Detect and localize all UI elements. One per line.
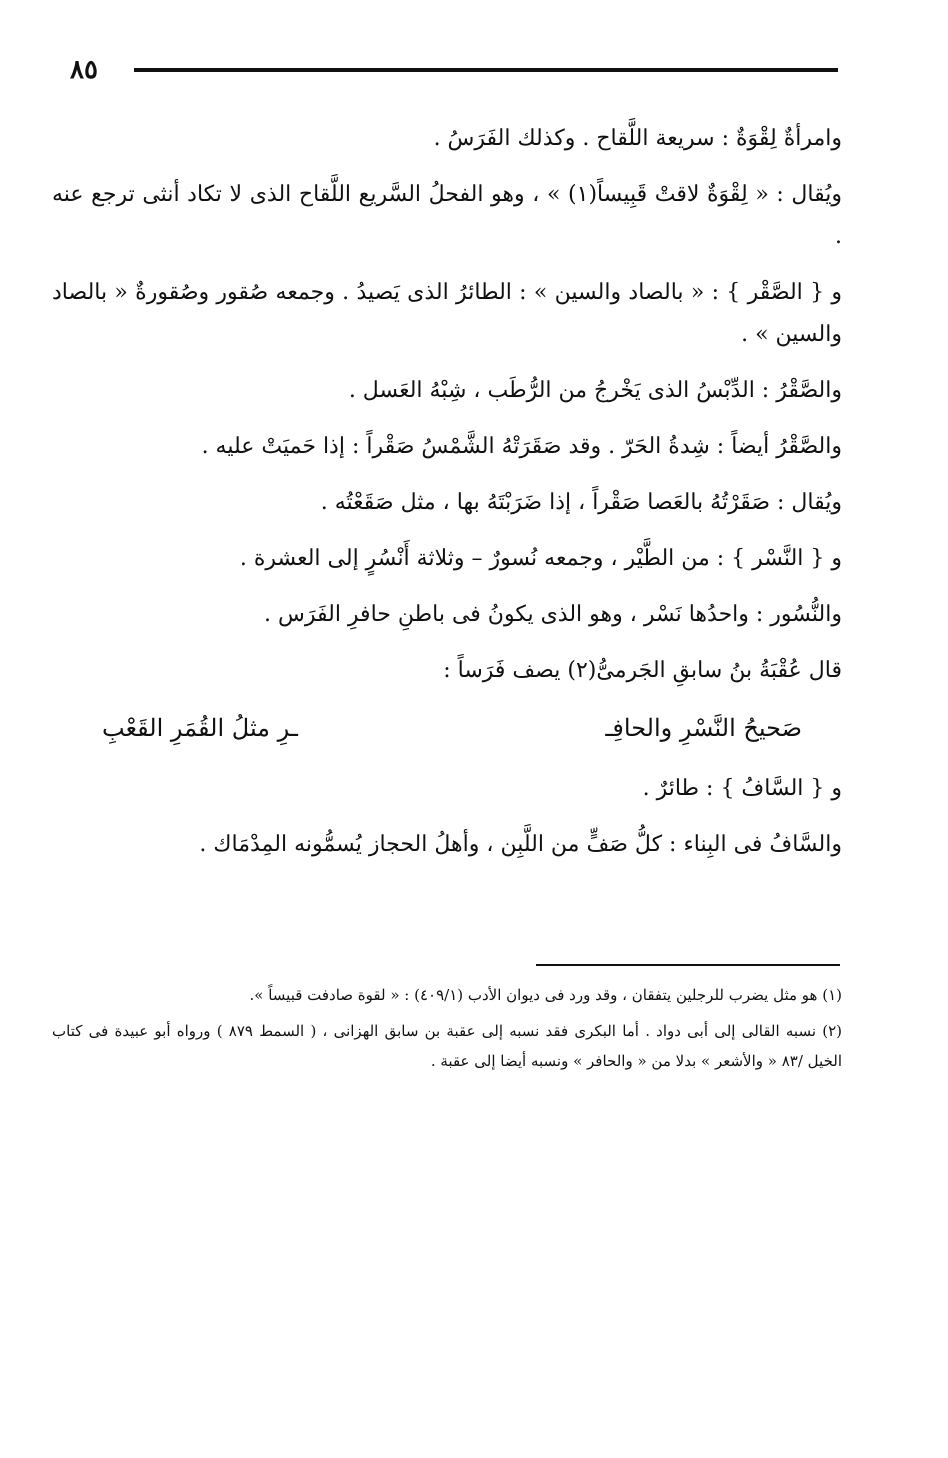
poetry-verse <box>102 706 802 750</box>
paragraph-verse-intro: قال عُقْبَةُ بنُ سابقِ الجَرمىُّ(٢) يصف فَرَساً : <box>443 658 842 683</box>
footnote-1: (١) هو مثل يضرب للرجلين يتفقان ، وقد ورد فى ديوان الأدب (٤٠٩/١) : « لقوة صادفت قبيساً ». <box>249 986 842 1004</box>
paragraph-saqr-heat: والصَّقْرُ أيضاً : شِدةُ الحَرّ . وقد صَقَرَتْهُ الشَّمْسُ صَقْراً : إذا حَميَتْ عليه . <box>201 434 842 459</box>
footnote-2: (٢) نسبه القالى إلى أبى دواد . أما البكرى فقد نسبه إلى عقبة بن سابق الهزانى ، ( السمط ٨٧٩ ) ورواه أبو عبيدة فى كتاب الخيل /٨٣ « والأشعر » بدلا من « والحافر » ونسبه أيضا إلى عقبة . <box>52 1022 843 1070</box>
footnotes <box>52 980 842 1082</box>
header-rule <box>134 68 838 72</box>
paragraph-saf-building: والسَّافُ فى البِناء : كلُّ صَفٍّ من اللَّبِن ، وأهلُ الحجاز يُسمُّونه المِدْمَاك . <box>199 832 842 857</box>
page-number: ٨٥ <box>70 55 98 85</box>
paragraph-saqr-entry: و { الصَّقْر } : « بالصاد والسين » : الطائرُ الذى يَصيدُ . وجمعه صُقور وصُقورةٌ « بالصاد والسين » . <box>52 280 842 347</box>
paragraph-nusur: والنُّسُور : واحدُها نَسْر ، وهو الذى يكونُ فى باطنِ حافرِ الفَرَس . <box>264 602 842 627</box>
paragraph-saqr-dibs: والصَّقْرُ : الدِّبْسُ الذى يَخْرجُ من الرُّطَب ، شِبْهُ العَسل . <box>348 378 842 403</box>
footnote-rule <box>536 964 840 966</box>
verse-second-hemistich: ـرِ مثلُ القُمَرِ القَعْبِ <box>102 714 298 742</box>
verse-first-hemistich: صَحيحُ النَّسْرِ والحافِـ <box>605 714 802 742</box>
main-text <box>52 118 842 880</box>
paragraph-lafwa: وامرأةٌ لِقْوَةٌ : سريعة اللَّقاح . وكذلك الفَرَسُ . <box>433 126 842 151</box>
paragraph-lafwa-proverb: ويُقال : « لِقْوَةٌ لاقتْ قَبِيساً(١) » ، وهو الفحلُ السَّريع اللَّقاح الذى لا تكاد أنثى ترجع عنه . <box>52 182 842 249</box>
paragraph-nasr-entry: و { النَّسْر } : من الطَّيْر ، وجمعه نُسورٌ – وثلاثة أَنْسُرٍ إلى العشرة . <box>239 546 842 571</box>
paragraph-saqr-strike: ويُقال : صَقَرْتُهُ بالعَصا صَقْراً ، إذا ضَرَبْتَهُ بها ، مثل صَقَعْتُه . <box>320 490 842 515</box>
paragraph-saf-entry: و { السَّافُ } : طائرٌ . <box>642 776 842 801</box>
